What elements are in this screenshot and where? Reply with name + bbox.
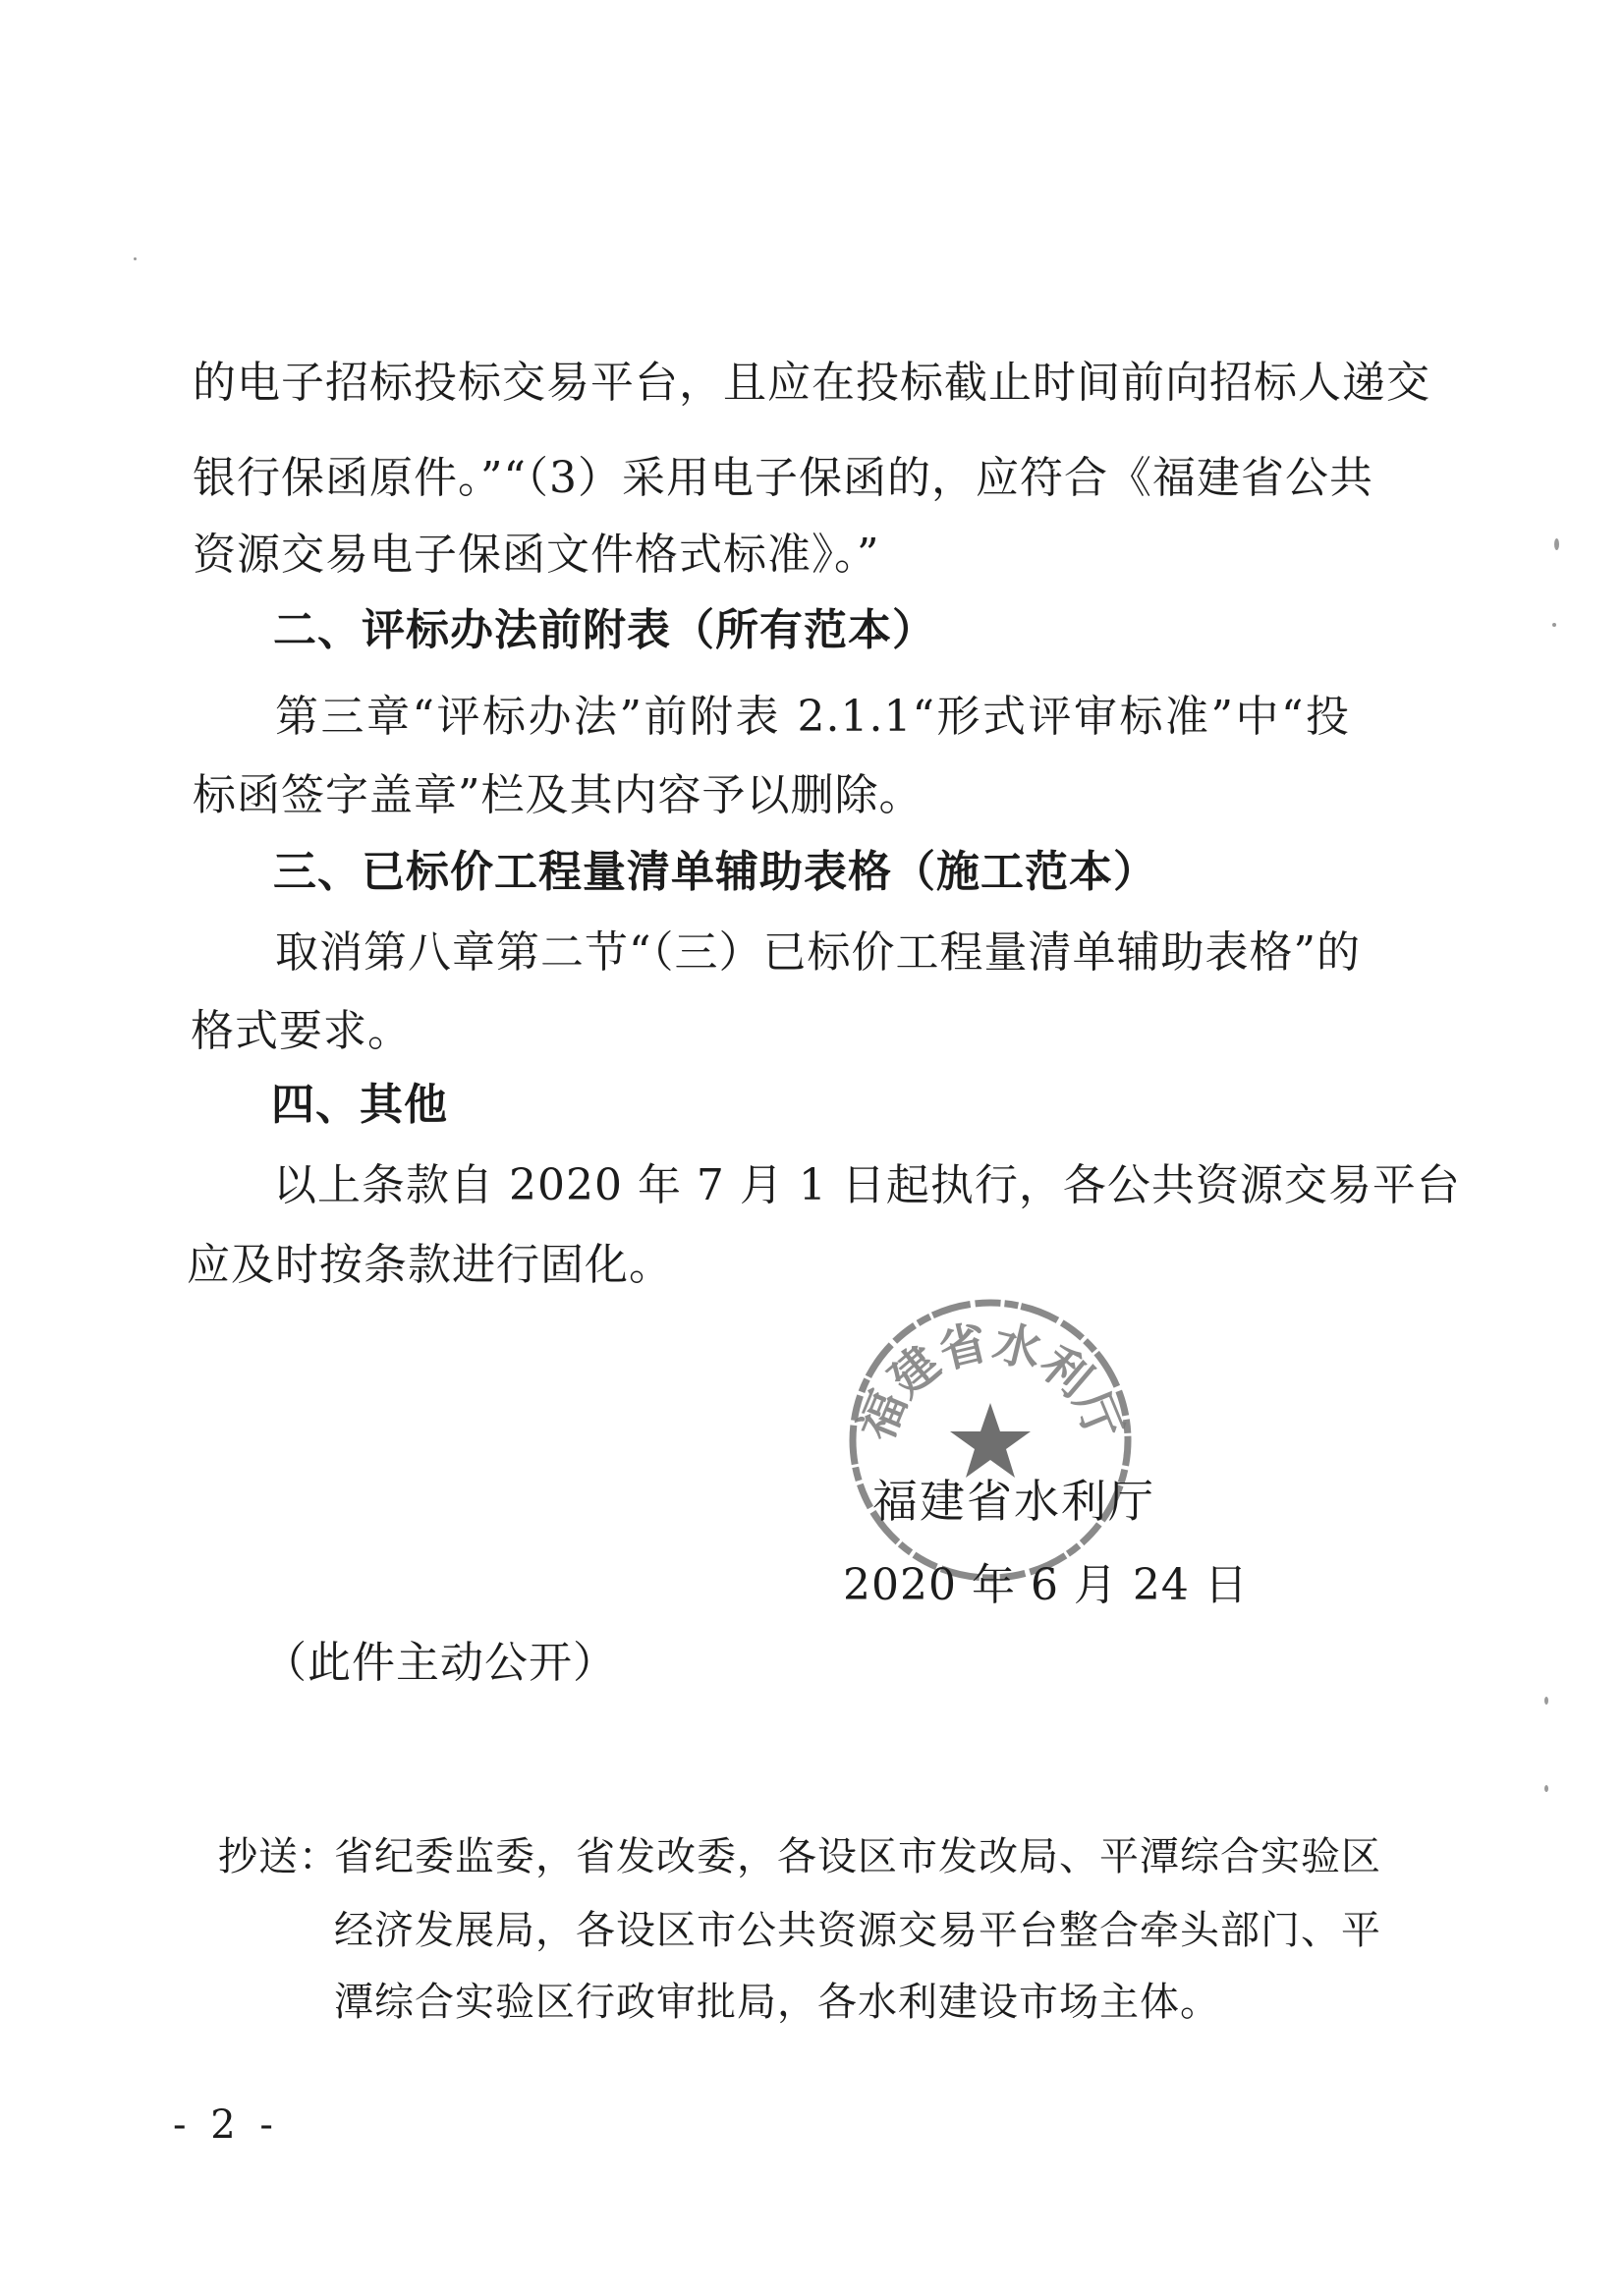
paragraph-line: 银行保函原件。”“（3）采用电子保函的，应符合《福建省公共 xyxy=(193,453,1373,503)
paragraph-line: 的电子招标投标交易平台，且应在投标截止时间前向招标人递交 xyxy=(193,358,1430,408)
paragraph-line: 资源交易电子保函文件格式标准》。” xyxy=(193,530,880,580)
scan-speck xyxy=(134,257,137,260)
scan-speck xyxy=(1544,1785,1548,1792)
section-heading: 三、已标价工程量清单辅助表格（施工范本） xyxy=(273,847,1157,897)
distribution-label: 抄送： xyxy=(218,1834,339,1879)
official-seal xyxy=(843,1293,1138,1588)
paragraph-line: 以上条款自 2020 年 7 月 1 日起执行，各公共资源交易平台 xyxy=(273,1160,1461,1210)
star-icon xyxy=(950,1403,1031,1478)
paragraph-line: 应及时按条款进行固化。 xyxy=(187,1240,673,1290)
distribution-line: 省纪委监委，省发改委，各设区市发改局、平潭综合实验区 xyxy=(334,1834,1381,1879)
paragraph-line: 第三章“评标办法”前附表 2.1.1“形式评审标准”中“投 xyxy=(275,692,1350,742)
section-heading: 二、评标办法前附表（所有范本） xyxy=(273,605,936,655)
distribution-line: 潭综合实验区行政审批局，各水利建设市场主体。 xyxy=(334,1980,1220,2025)
paragraph-line: 标函签字盖章”栏及其内容予以删除。 xyxy=(193,770,924,820)
issue-date: 2020 年 6 月 24 日 xyxy=(843,1560,1249,1610)
paragraph-line: 取消第八章第二节“（三）已标价工程量清单辅助表格”的 xyxy=(275,927,1361,978)
page-number: - 2 - xyxy=(173,2102,279,2148)
distribution-line: 经济发展局，各设区市公共资源交易平台整合牵头部门、平 xyxy=(334,1908,1381,1953)
issuer-name: 福建省水利厅 xyxy=(872,1475,1155,1528)
paragraph-line: 格式要求。 xyxy=(191,1006,412,1056)
scan-speck xyxy=(1554,538,1559,550)
scan-speck xyxy=(1552,623,1556,627)
section-heading: 四、其他 xyxy=(271,1080,448,1130)
disclosure-note: （此件主动公开） xyxy=(263,1638,617,1688)
seal-text: 福建省水利厅 xyxy=(848,1315,1133,1448)
scan-speck xyxy=(1544,1697,1548,1705)
